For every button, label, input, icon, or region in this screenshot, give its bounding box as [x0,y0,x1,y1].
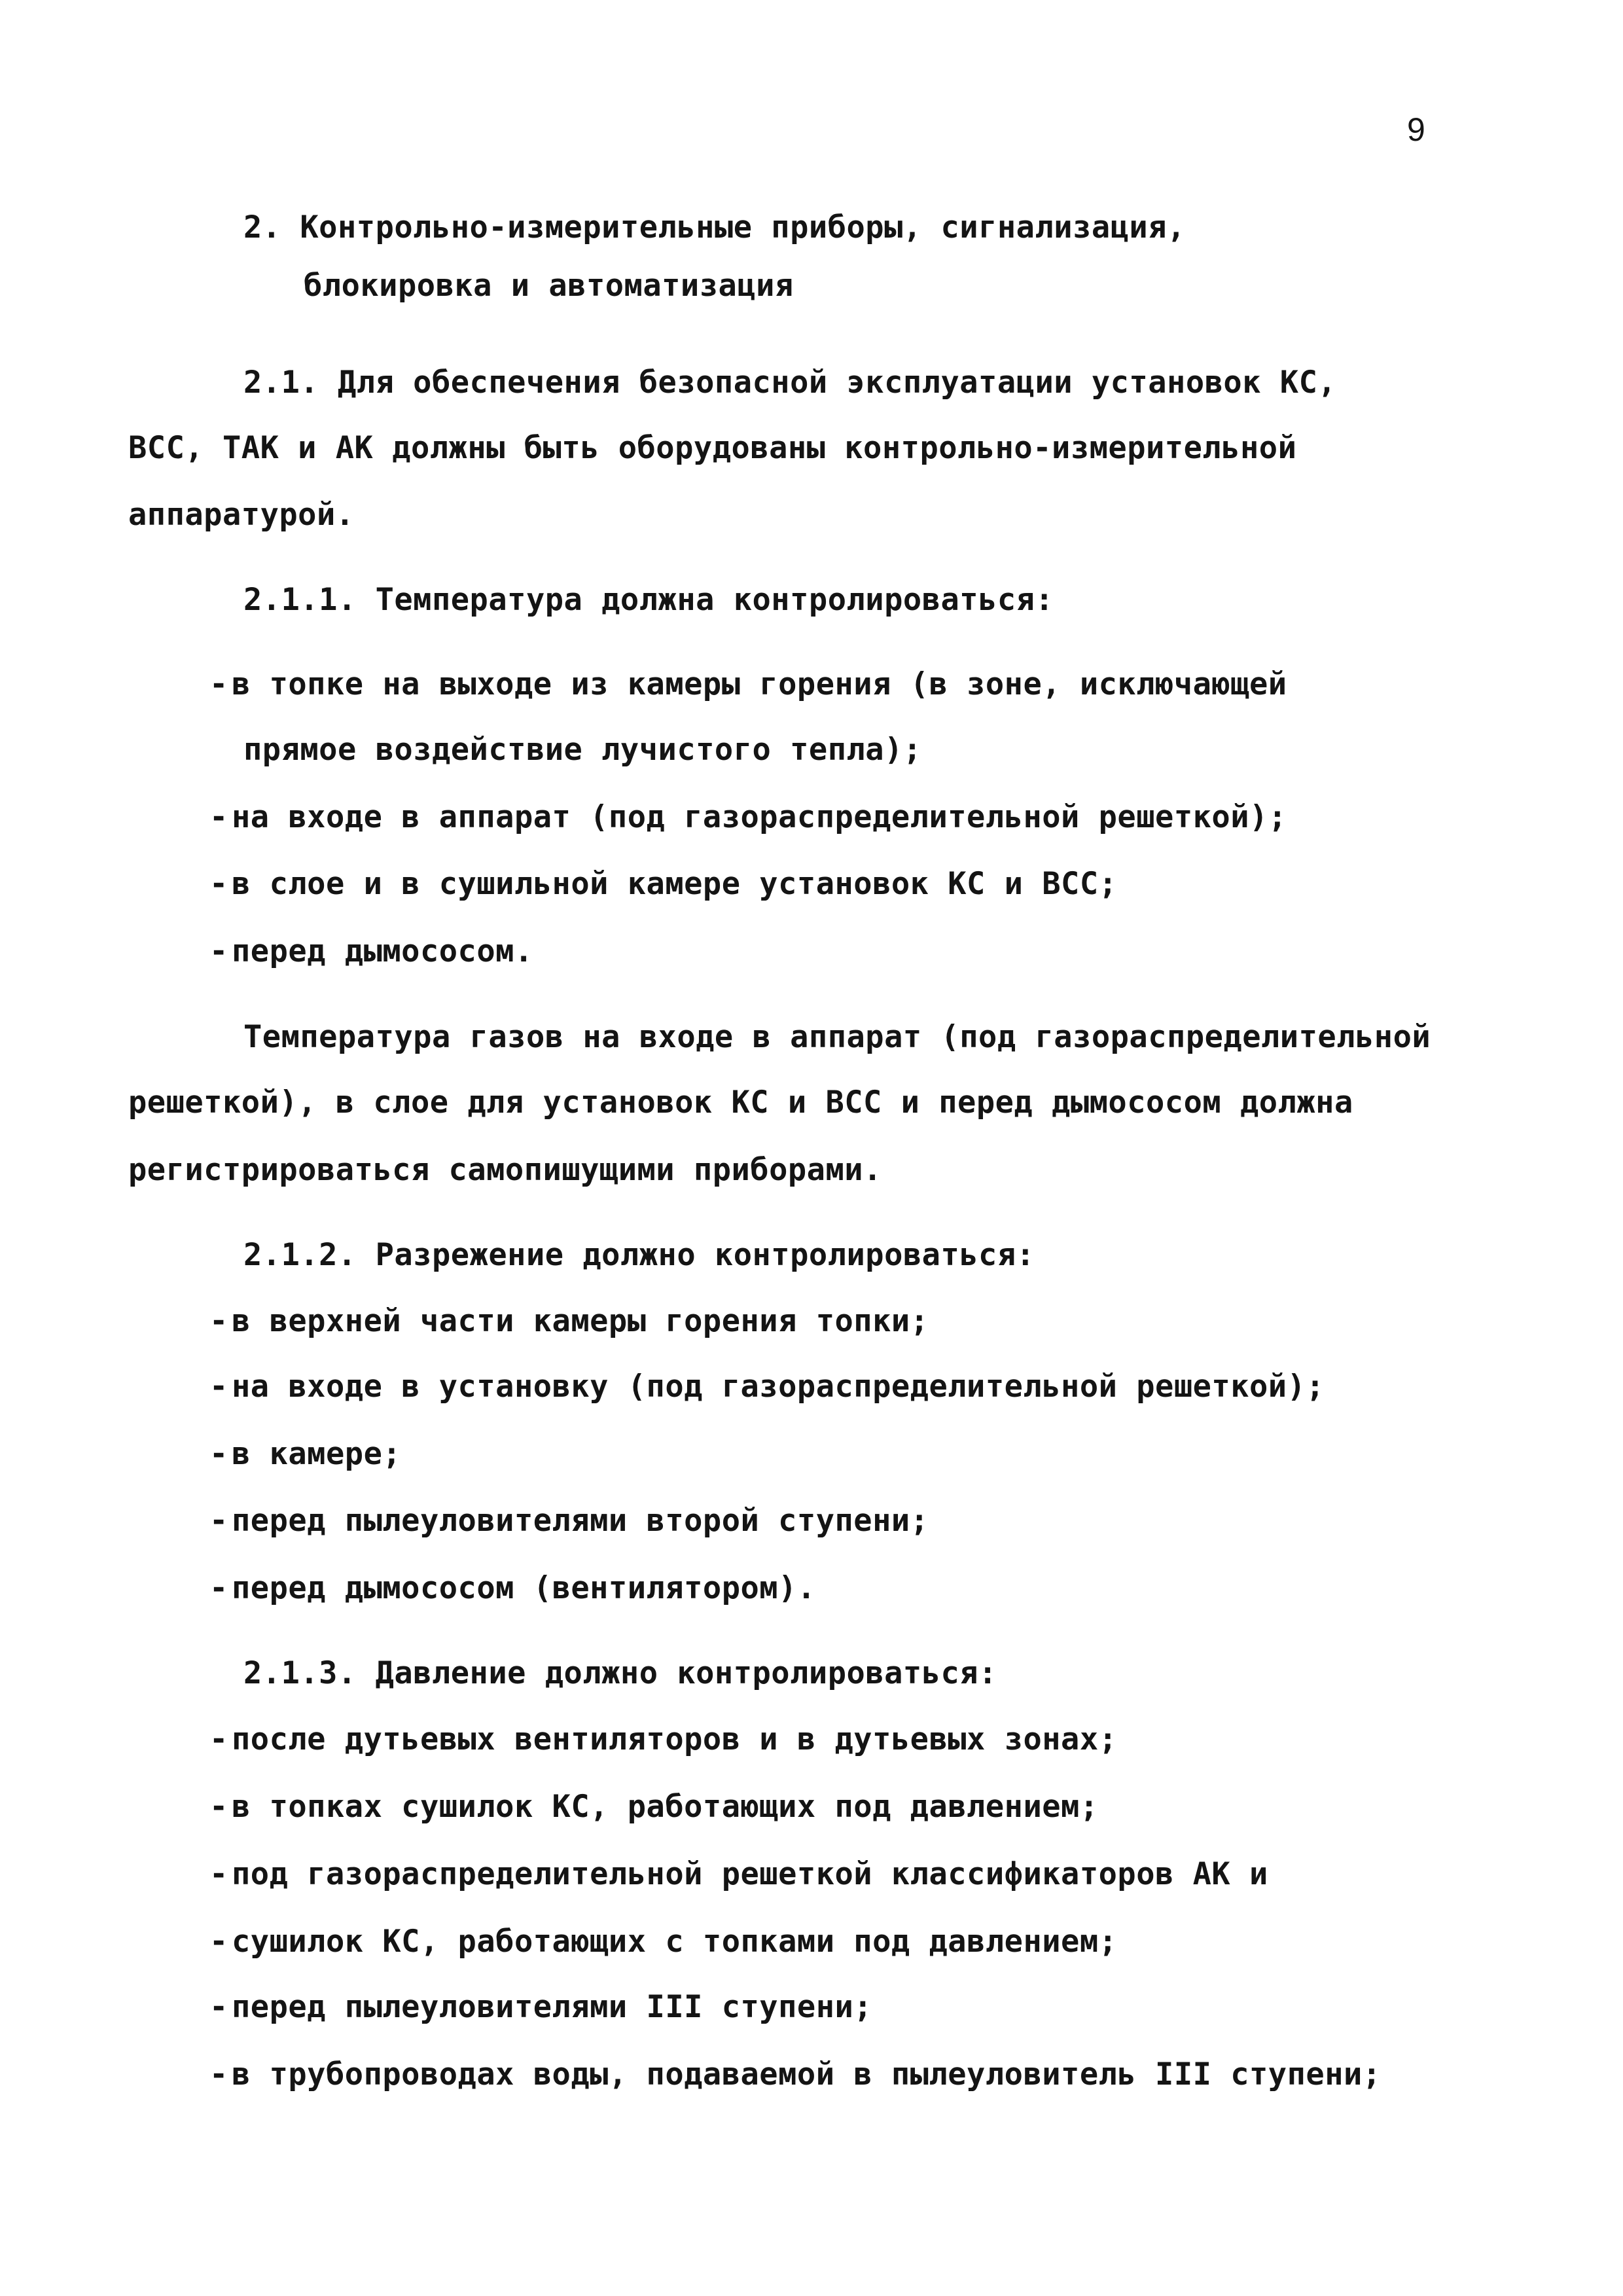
list-item: - перед пылеуловителями второй ступени; [209,1501,929,1541]
list-dash: - [209,1789,228,1825]
section-title-line-1: 2. Контрольно-измерительные приборы, сигнализация, [243,209,1186,245]
list-item: - в топках сушилок КС, работающих под давлением; [209,1787,1099,1827]
list-dash: - [209,799,228,835]
list-dash: - [209,1924,228,1960]
list-dash: - [209,1369,228,1405]
list-item: - после дутьевых вентиляторов и в дутьевых зонах; [209,1720,1117,1759]
list-item: - в трубопроводах воды, подаваемой в пылеуловитель III ступени; [209,2055,1382,2094]
paragraph-2-1-1-heading: 2.1.1. Температура должна контролироваться: [243,582,1054,618]
list-dash: - [209,1989,228,2025]
temperature-note-line-3: регистрироваться самопишущими приборами. [128,1152,882,1188]
paragraph-2-1-line-3: аппаратурой. [128,497,355,533]
list-dash: - [209,1436,228,1472]
list-item: - на входе в установку (под газораспределительной решеткой); [209,1367,1325,1407]
list-item: - на входе в аппарат (под газораспределительной решеткой); [209,798,1287,837]
list-dash: - [209,1503,228,1539]
list-dash: - [209,2056,228,2092]
paragraph-2-1-line-1: 2.1. Для обеспечения безопасной эксплуатации установок КС, [243,365,1337,401]
list-item: - сушилок КС, работающих с топками под давлением; [209,1922,1117,1962]
list-item: - перед дымососом. [209,932,533,971]
list-dash: - [209,933,228,969]
temperature-note-line-2: решеткой), в слое для установок КС и ВСС и перед дымососом должна [128,1085,1353,1121]
temperature-note-line-1: Температура газов на входе в аппарат (под газораспределительной [243,1019,1431,1055]
paragraph-2-1-3-heading: 2.1.3. Давление должно контролироваться: [243,1655,997,1691]
paragraph-2-1-2-heading: 2.1.2. Разрежение должно контролироваться: [243,1237,1035,1273]
list-dash: - [209,1303,228,1339]
list-item: - в слое и в сушильной камере установок КС и ВСС; [209,865,1117,904]
list-dash: - [209,1570,228,1606]
list-dash: - [209,866,228,902]
list-dash: - [209,1721,228,1757]
list-dash: - [209,666,228,702]
paragraph-2-1-line-2: ВСС, ТАК и АК должны быть оборудованы контрольно-измерительной [128,430,1297,466]
section-title-line-2: блокировка и автоматизация [304,268,794,304]
list-item: - перед дымососом (вентилятором). [209,1569,816,1608]
list-item: - перед пылеуловителями III ступени; [209,1988,872,2027]
list-item: - в камере; [209,1435,401,1474]
list-item: - в топке на выходе из камеры горения (в зоне, исключающей [209,665,1287,704]
list-item-continuation: прямое воздействие лучистого тепла); [243,732,922,768]
list-item: - в верхней части камеры горения топки; [209,1302,929,1341]
list-dash: - [209,1856,228,1892]
list-item: - под газораспределительной решеткой классификаторов АК и [209,1855,1268,1894]
page-number: 9 [1407,111,1425,148]
